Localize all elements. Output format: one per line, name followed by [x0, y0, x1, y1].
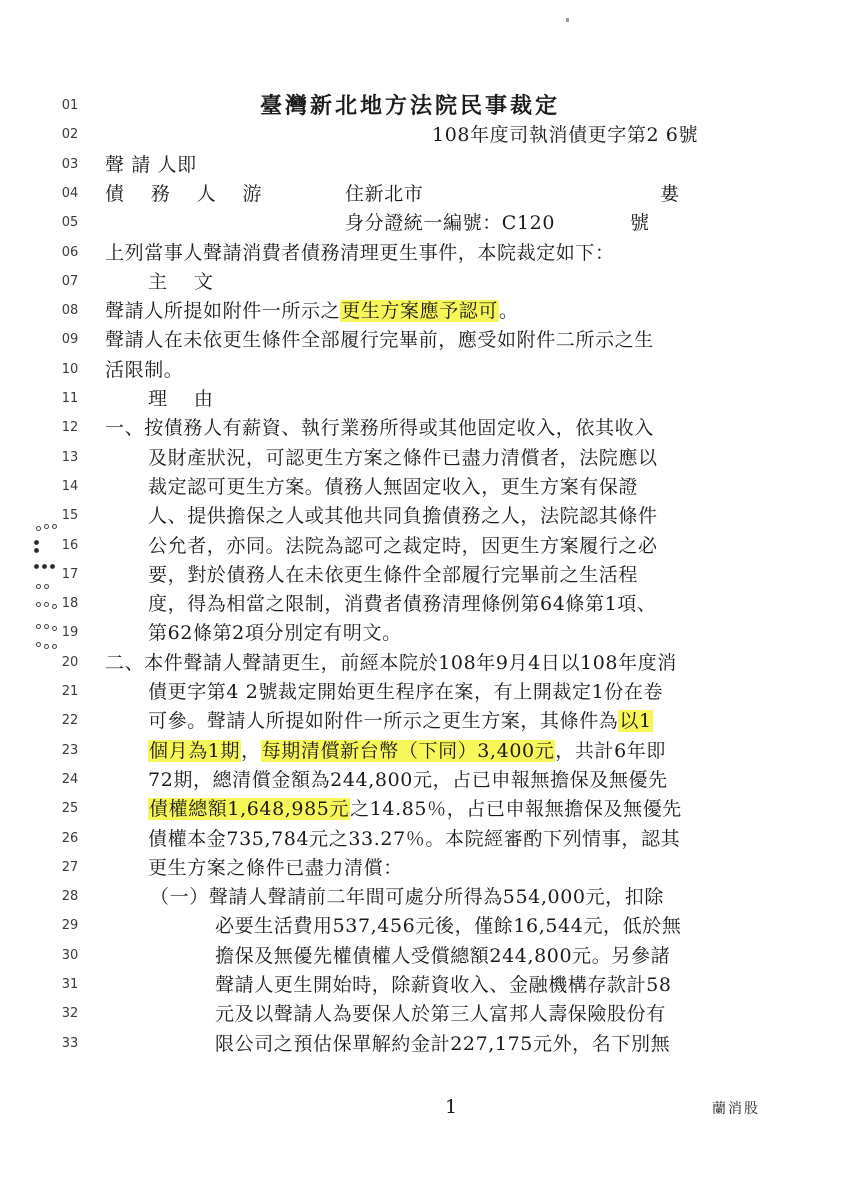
debtor-id-tail: 號 — [630, 212, 650, 235]
line-text: 必要生活費用537,456元後，僅餘16,544元，低於無 — [215, 915, 682, 938]
line-number: 28 — [61, 889, 79, 905]
line-number: 05 — [61, 215, 79, 231]
debtor-address-tail: 婁 — [660, 182, 680, 205]
line-text: 可參。聲請人所提如附件一所示之更生方案，其條件為以1 — [148, 710, 652, 733]
line-text: 公允者，亦同。法院為認可之裁定時，因更生方案履行之必 — [148, 534, 658, 557]
line-number: 29 — [61, 918, 79, 934]
line-02 — [0, 119, 848, 151]
line-03 — [0, 149, 848, 181]
line-text: 第62條第2項分別定有明文。 — [148, 622, 402, 645]
debtor-address: 住新北市 — [345, 182, 424, 205]
line-text: 債權本金735,784元之33.27％。本院經審酌下列情事，認其 — [148, 827, 681, 850]
binding-punch-holes — [30, 520, 78, 670]
line-15 — [0, 500, 848, 532]
line-31 — [0, 969, 848, 1001]
line-number: 02 — [61, 127, 79, 143]
line-12 — [0, 412, 848, 444]
line-number: 06 — [61, 244, 79, 260]
line-text: （一）聲請人聲請前二年間可處分所得為554,000元，扣除 — [150, 886, 664, 909]
line-08 — [0, 295, 848, 327]
line-number: 12 — [61, 420, 79, 436]
line-text: 72期，總清償金額為244,800元，占已申報無擔保及無優先 — [148, 768, 668, 791]
line-text: 一、按債務人有薪資、執行業務所得或其他固定收入，依其收入 — [105, 417, 654, 440]
line-29 — [0, 910, 848, 942]
line-number: 16 — [61, 537, 79, 553]
highlighted-text: 每期清償新台幣（下同）3,400元 — [261, 739, 555, 762]
line-number: 01 — [61, 98, 79, 113]
line-text: 理 由 — [148, 388, 214, 410]
line-text: 活限制。 — [105, 358, 184, 381]
line-28 — [0, 881, 848, 913]
line-32 — [0, 998, 848, 1030]
line-27 — [0, 852, 848, 884]
line-text: 個月為1期，每期清償新台幣（下同）3,400元，共計6年即 — [149, 739, 666, 762]
line-number: 13 — [61, 449, 79, 465]
line-number: 07 — [61, 273, 79, 289]
line-number: 22 — [61, 713, 79, 729]
line-text: 聲請人更生開始時，除薪資收入、金融機構存款計58 — [215, 974, 672, 996]
line-text: 二、本件聲請人聲請更生，前經本院於108年9月4日以108年度消 — [105, 651, 677, 674]
highlighted-text: 債權總額1,648,985元 — [149, 798, 350, 821]
line-text: 債權總額1,648,985元之14.85％，占已申報無擔保及無優先 — [149, 798, 682, 821]
line-number: 27 — [61, 859, 79, 875]
line-14 — [0, 471, 848, 503]
line-text: 聲 請 人即 — [105, 153, 197, 176]
line-number: 10 — [61, 361, 79, 377]
line-17 — [0, 559, 848, 591]
line-number: 30 — [61, 947, 79, 963]
line-number: 14 — [61, 478, 79, 494]
highlighted-text: 以1 — [619, 710, 652, 733]
line-text: 上列當事人聲請消費者債務清理更生事件，本院裁定如下： — [105, 241, 615, 264]
line-05 — [0, 207, 848, 239]
line-21 — [0, 676, 848, 708]
line-01 — [0, 90, 848, 122]
line-text: 主 文 — [148, 270, 214, 293]
line-text: 及財產狀況，可認更生方案之條件已盡力清償者，法院應以 — [148, 446, 658, 469]
line-text: 債 務 人 游 — [105, 182, 263, 205]
line-26 — [0, 823, 848, 855]
line-number: 26 — [61, 830, 79, 846]
line-number: 09 — [61, 332, 79, 348]
line-number: 19 — [61, 625, 79, 641]
line-06 — [0, 237, 848, 269]
line-18 — [0, 588, 848, 620]
line-number: 03 — [61, 156, 79, 172]
line-number: 18 — [61, 596, 79, 612]
line-text: 元及以聲請人為要保人於第三人富邦人壽保險股份有 — [215, 1003, 666, 1026]
line-text: 裁定認可更生方案。債務人無固定收入，更生方案有保證 — [148, 475, 639, 498]
line-number: 04 — [61, 185, 79, 201]
line-24 — [0, 764, 848, 796]
line-number: 15 — [61, 508, 79, 524]
line-text: 要，對於債務人在未依更生條件全部履行完畢前之生活程 — [148, 563, 639, 586]
line-13 — [0, 442, 848, 474]
document-title: 臺灣新北地方法院民事裁定 — [260, 93, 561, 119]
line-text: 度，得為相當之限制，消費者債務清理條例第64條第1項、 — [148, 593, 657, 616]
line-22 — [0, 705, 848, 737]
line-number: 31 — [61, 977, 79, 992]
line-number: 20 — [61, 654, 79, 670]
line-25 — [0, 793, 848, 825]
office-label: 蘭消股 — [712, 1101, 760, 1117]
line-number: 32 — [61, 1006, 79, 1022]
line-number: 33 — [61, 1035, 79, 1051]
line-text: 人、提供擔保之人或其他共同負擔債務之人，法院認其條件 — [148, 505, 658, 528]
line-number: 23 — [61, 742, 79, 758]
line-07 — [0, 266, 848, 298]
line-30 — [0, 940, 848, 972]
line-20 — [0, 647, 848, 679]
line-11 — [0, 383, 848, 415]
line-number: 11 — [61, 391, 79, 406]
line-19 — [0, 617, 848, 649]
line-text: 更生方案之條件已盡力清償： — [148, 856, 403, 879]
line-number: 17 — [61, 566, 79, 582]
line-text: 債更字第4 2號裁定開始更生程序在案，有上開裁定1份在卷 — [148, 681, 664, 703]
line-text: 限公司之預估保單解約金計227,175元外，名下別無 — [215, 1032, 671, 1055]
line-23 — [0, 735, 848, 767]
highlighted-text: 更生方案應予認可 — [341, 300, 499, 323]
line-number: 25 — [61, 801, 79, 817]
line-number: 08 — [61, 303, 79, 319]
line-number: 21 — [61, 684, 79, 699]
line-09 — [0, 324, 848, 356]
case-number: 108年度司執消債更字第2 6號 — [432, 124, 699, 147]
highlighted-text: 個月為1期 — [149, 739, 241, 762]
line-number: 24 — [61, 771, 79, 787]
line-16 — [0, 530, 848, 562]
line-text: 聲請人所提如附件一所示之更生方案應予認可。 — [105, 300, 519, 323]
line-04 — [0, 178, 848, 210]
line-10 — [0, 354, 848, 386]
page-number: 1 — [445, 1096, 458, 1118]
line-text: 擔保及無優先權債權人受償總額244,800元。另參諸 — [215, 944, 671, 967]
line-33 — [0, 1028, 848, 1060]
debtor-id-number: 身分證統一編號：C120 — [345, 212, 556, 235]
line-text: 聲請人在未依更生條件全部履行完畢前，應受如附件二所示之生 — [105, 329, 654, 352]
